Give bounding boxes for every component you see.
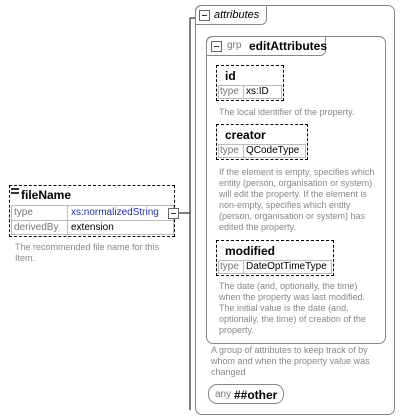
attribute-description: The local identifier of the property. <box>219 107 355 117</box>
attribute-id[interactable] <box>216 65 284 101</box>
attribute-modified[interactable] <box>216 240 334 276</box>
attribute-type-label: type <box>220 261 239 272</box>
derivedby-value: extension <box>71 222 114 233</box>
attribute-description: If the element is empty, specifies which entity (person, organisation or system) will edit the property. If the element is non-empty, specifies which entity (person, organisation or system) has edited the property. <box>219 167 375 232</box>
group-box <box>206 36 386 344</box>
element-description: The recommended file name for this Item. <box>15 242 160 263</box>
attribute-type-label: type <box>220 86 239 97</box>
group-description: A group of attributes to keep track of by whom and when the property value was changed <box>211 345 370 377</box>
collapse-toggle-icon[interactable] <box>168 208 179 219</box>
attribute-name: creator <box>225 128 266 142</box>
element-corner-icon <box>11 188 19 194</box>
group-name: editAttributes <box>249 39 327 53</box>
attribute-creator[interactable] <box>216 124 308 160</box>
attribute-name: id <box>225 69 236 83</box>
any-attribute[interactable] <box>208 384 284 404</box>
attribute-type-label: type <box>220 145 239 156</box>
filename-element[interactable] <box>9 185 177 237</box>
group-prefix: grp <box>227 40 242 51</box>
type-label: type <box>14 207 33 218</box>
any-value: ##other <box>234 388 278 402</box>
attribute-name: modified <box>225 244 275 258</box>
attributes-box <box>195 5 395 415</box>
type-value[interactable]: xs:normalizedString <box>71 207 159 218</box>
any-label: any <box>215 389 232 400</box>
attribute-type-value: DateOptTimeType <box>246 261 327 272</box>
derivedby-label: derivedBy <box>14 222 59 233</box>
attributes-collapse-icon[interactable] <box>199 10 210 21</box>
attributes-title: attributes <box>214 9 260 21</box>
attribute-description: The date (and, optionally, the time) when the property was last modified. The initial value is the date (and, optionally, the time) of creation of the property. <box>219 281 366 335</box>
group-collapse-icon[interactable] <box>211 41 222 52</box>
attribute-type-value: QCodeType <box>246 145 300 156</box>
attribute-type-value: xs:ID <box>246 86 269 97</box>
element-name: fileName <box>21 188 72 202</box>
